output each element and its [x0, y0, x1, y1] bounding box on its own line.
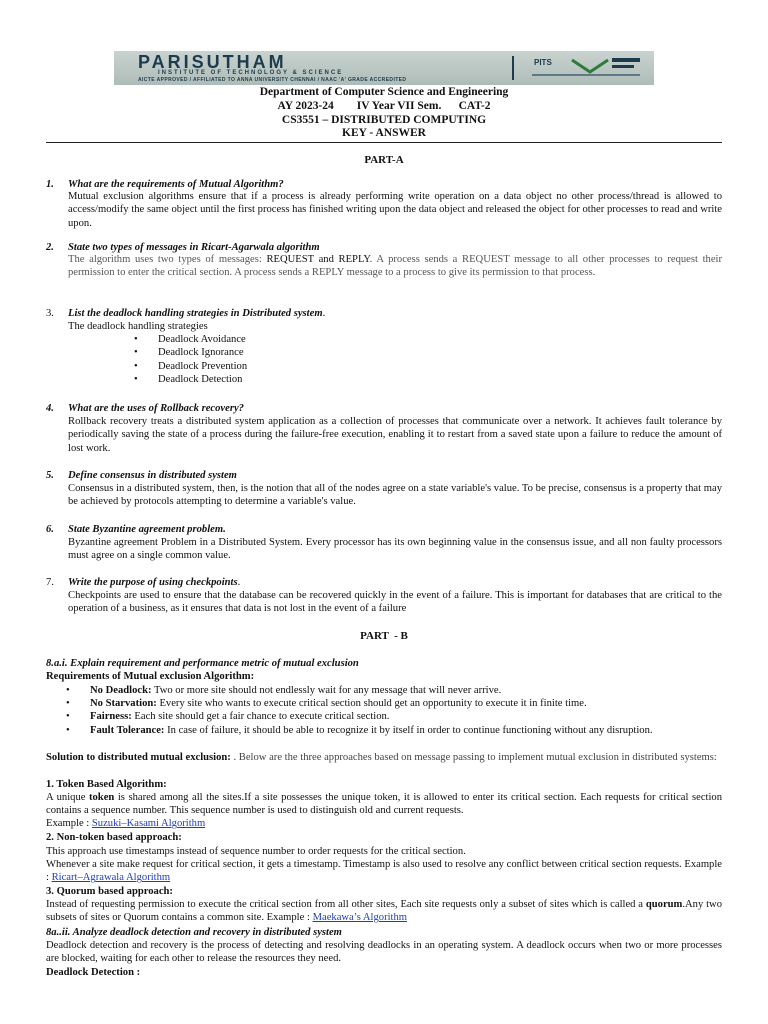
question-number: 7. [46, 577, 54, 588]
nontoken-heading [46, 831, 722, 844]
message-types: REQUEST and REPLY [266, 254, 370, 265]
heading-text: Requirements of Mutual exclusion Algorithm: [46, 671, 255, 682]
list-item: • Deadlock Avoidance [134, 333, 247, 346]
question-number: 5. [46, 470, 54, 481]
question-number: 3. [46, 308, 54, 319]
list-item: • Deadlock Ignorance [134, 346, 247, 359]
term: No Deadlock: [90, 685, 152, 696]
question-text: State Byzantine agreement problem. [68, 524, 226, 535]
logo-text: PITS [534, 58, 552, 67]
answer-text: The algorithm uses two types of messages: [68, 254, 267, 265]
paragraph-text: .Any two subsets of sites or Quorum contains a common site. Example : [46, 899, 723, 924]
list-item [66, 724, 722, 737]
maekawa-link[interactable]: Maekawa’s Algorithm [312, 912, 408, 924]
term: Fairness: [90, 711, 132, 723]
answer-3-intro: The deadlock handling strategies [68, 321, 208, 332]
question-4 [46, 402, 244, 415]
token-heading [46, 778, 722, 791]
question-number: 4. [46, 403, 54, 414]
term: Solution to distributed mutual exclusion: [46, 752, 231, 763]
key-answer-title: KEY - ANSWER [342, 127, 426, 139]
answer-4: Rollback recovery treats a distributed system application as a collection of processes that communicate over a network. It achieves fault tolerance by periodically saving the state of a process during the failure-free execution, enabling it to restart from a saved state upon a failure to reduce the amount of lost work. [68, 416, 722, 454]
answer-6: Byzantine agreement Problem in a Distributed System. Every processor has its own beginning value in the consensus issue, and all non faulty processors must agree on a single common value. [68, 537, 722, 562]
definition: Two or more site should not endlessly wait for any message that will never arrive. [151, 685, 502, 696]
question-text: State two types of messages in Ricart-Agarwala algorithm [68, 242, 320, 253]
nontoken-paragraph [46, 845, 722, 885]
list-item [66, 697, 722, 710]
term: token [88, 792, 115, 803]
question-3 [46, 307, 325, 320]
ricart-agrawala-link[interactable]: Ricart–Agrawala Algorithm [51, 872, 171, 884]
question-number: 1. [46, 179, 54, 190]
part-a-title: PART-A [364, 154, 404, 166]
header-divider [46, 142, 722, 143]
banner-accreditation: AICTE APPROVED / AFFILIATED TO ANNA UNIVERSITY CHENNAI / NAAC 'A' GRADE ACCREDITED [138, 77, 407, 83]
heading-text: 3. Quorum based approach: [46, 886, 173, 897]
question-5 [46, 469, 237, 482]
paragraph-text: A unique [46, 792, 89, 803]
paragraph-text: is shared among all the sites.If a site possesses the unique token, it is allowed to enter its critical section. Each requests for critical section contains a sequence number. This sequence number is used to distinguish old and current requests. [46, 792, 722, 817]
requirements-list [66, 684, 722, 737]
question-7 [46, 576, 240, 589]
question-text: What are the uses of Rollback recovery? [68, 403, 244, 414]
paragraph-text: Instead of requesting permission to execute the critical section from all other sites, Each site requests only a subset of sites which is called a [46, 899, 646, 910]
question-text: What are the requirements of Mutual Algorithm? [68, 179, 284, 190]
suzuki-kasami-link[interactable]: Suzuki–Kasami Algorithm [91, 818, 206, 830]
question-8aii [46, 926, 722, 939]
question-suffix: . [237, 577, 241, 588]
question-number: 6. [46, 524, 54, 535]
answer-5: Consensus in a distributed system, then, is the notion that all of the nodes agree on a state variable's value. To be precise, consensus is a property that may be achieved by protocols attempting to determine a variable's value. [68, 483, 722, 508]
college-logo-icon [512, 54, 648, 82]
answer-7: Checkpoints are used to ensure that the database can be recovered quickly in the event of a failure. This is important for databases that are critical to the operation of a business, as it ensures that data is not lost in the event of a failure [68, 590, 722, 615]
heading-text: 1. Token Based Algorithm: [46, 779, 167, 790]
question-text: 8a..ii. Analyze deadlock detection and recovery in distributed system [46, 927, 342, 938]
term: quorum [645, 899, 683, 910]
question-suffix: . [322, 308, 326, 319]
college-banner [114, 51, 654, 85]
definition: In case of failure, it should be able to recognize it by itself in order to continue functioning without any disruption. [164, 724, 653, 736]
question-text: 8.a.i. Explain requirement and performance metric of mutual exclusion [46, 658, 359, 669]
list-item: • Deadlock Prevention [134, 360, 247, 373]
answer-text: . A process sends a REQUEST message to all other processes to request their permission to enter the critical section. A process sends a REPLY message to a process to give its permission to that process. [68, 254, 722, 279]
solution-paragraph [46, 751, 722, 764]
paragraph-text: This approach use timestamps instead of sequence number to order requests for the critical section. [46, 846, 466, 857]
list-item: • Deadlock Detection [134, 373, 247, 386]
term: Fault Tolerance: [90, 724, 165, 736]
banner-title: PARISUTHAM [138, 52, 287, 72]
question-number: 2. [46, 242, 54, 253]
heading-text: Deadlock Detection : [46, 967, 141, 978]
list-item [66, 710, 722, 723]
definition: Every site who wants to execute critical section should get an opportunity to execute it in finite time. [156, 698, 587, 710]
part-b-title: PART - B [360, 630, 408, 642]
list-item [66, 684, 722, 697]
academic-year-line: AY 2023-24 IV Year VII Sem. CAT-2 [277, 100, 491, 112]
paragraph-text: . Below are the three approaches based on message passing to implement mutual exclusion in distributed systems: [230, 752, 717, 763]
example-label: Example : [46, 818, 92, 830]
requirements-heading [46, 670, 722, 683]
heading-text: 2. Non-token based approach: [46, 832, 182, 843]
course-title: CS3551 – DISTRIBUTED COMPUTING [281, 114, 487, 126]
term: No Starvation: [90, 698, 157, 710]
answer-2 [68, 253, 722, 280]
question-text: Write the purpose of using checkpoints [68, 577, 238, 588]
definition: Each site should get a fair chance to execute critical section. [131, 711, 390, 723]
quorum-heading [46, 885, 722, 898]
paragraph-text: Whenever a site make request for critical section, it gets a timestamp. Timestamp is also used to resolve any conflict between critical section requests. Example : [46, 859, 722, 884]
deadlock-detection-heading [46, 966, 722, 979]
deadlock-paragraph: Deadlock detection and recovery is the process of detecting and resolving deadlocks in an operating system. A deadlock occurs when two or more processes are blocked, waiting for each other to release the resources they need. [46, 940, 722, 965]
paragraph-text [46, 858, 722, 884]
question-8ai [46, 657, 722, 670]
question-text: List the deadlock handling strategies in Distributed system [68, 308, 323, 319]
department-title: Department of Computer Science and Engineering [259, 86, 509, 98]
question-6 [46, 523, 226, 536]
quorum-paragraph [46, 898, 722, 924]
question-text: Define consensus in distributed system [68, 470, 237, 481]
answer-1: Mutual exclusion algorithms ensure that if a process is already performing write operation on a data object no other process/thread is allowed to access/modify the same object until the first process has finished writing upon the data object and released the object for other processes to read and write upon. [68, 191, 722, 229]
banner-subtitle: INSTITUTE OF TECHNOLOGY & SCIENCE [158, 70, 344, 76]
deadlock-strategies-list [134, 333, 247, 387]
token-paragraph [46, 791, 722, 831]
